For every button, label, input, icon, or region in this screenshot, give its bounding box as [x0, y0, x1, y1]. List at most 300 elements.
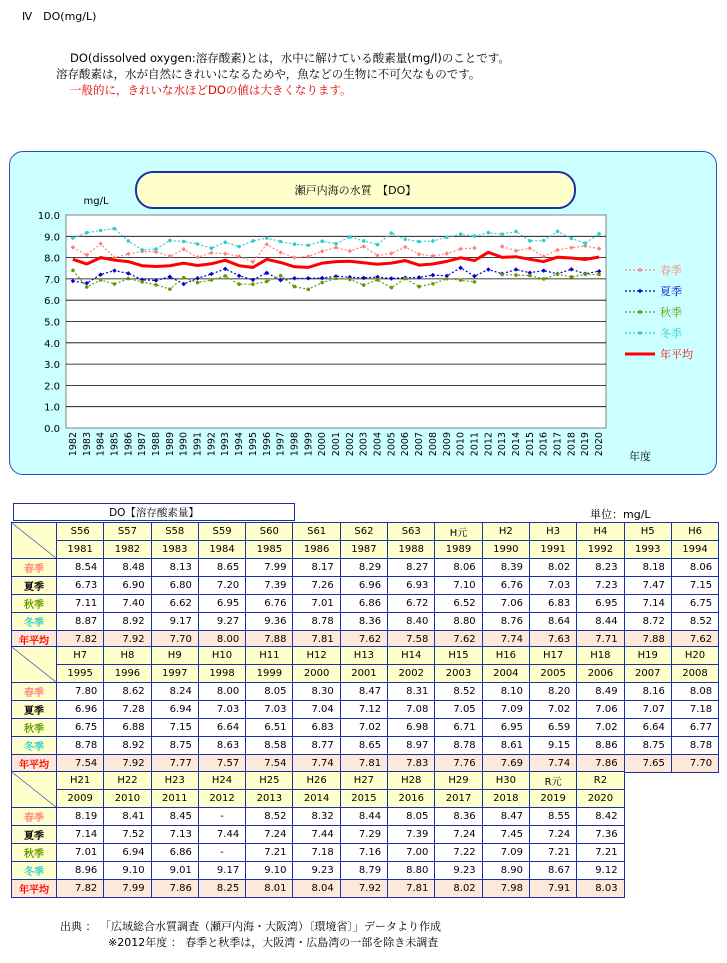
table-cell: 7.54 — [246, 755, 293, 773]
table-cell: 8.80 — [388, 862, 435, 880]
year-header: 1988 — [388, 541, 435, 559]
data-point-autumn — [223, 274, 227, 278]
data-point-winter — [403, 237, 407, 241]
table-cell: 7.52 — [104, 826, 151, 844]
data-point-winter — [71, 236, 75, 240]
table-cell: 7.09 — [482, 701, 529, 719]
table-cell: 8.18 — [624, 559, 671, 577]
year-header: 1987 — [340, 541, 387, 559]
data-point-autumn — [99, 278, 103, 282]
row-label: 夏季 — [12, 701, 57, 719]
year-header: 1989 — [435, 541, 482, 559]
x-tick-label: 1988 — [151, 432, 162, 457]
corner-cell — [12, 772, 57, 808]
data-point-winter — [445, 235, 449, 239]
table-cell: 8.47 — [340, 683, 387, 701]
table-cell: 8.27 — [388, 559, 435, 577]
table-cell: 7.02 — [340, 719, 387, 737]
survey-note: ※2012年度 ： 春季と秋季は，大阪湾・広島湾の一部を除き未調査 — [108, 936, 439, 949]
table-cell: 8.10 — [482, 683, 529, 701]
x-tick-label: 2010 — [455, 432, 467, 457]
x-tick-label: 2006 — [400, 432, 412, 457]
table-cell: 7.03 — [246, 701, 293, 719]
row-label: 春季 — [12, 559, 57, 577]
data-point-winter — [431, 239, 435, 243]
table-cell: 7.88 — [246, 631, 293, 649]
table-cell: 8.75 — [151, 737, 198, 755]
table-cell: - — [198, 808, 245, 826]
table-cell: 8.29 — [340, 559, 387, 577]
table-cell: 8.76 — [482, 613, 529, 631]
table-cell: 7.82 — [57, 631, 104, 649]
data-point-winter — [85, 231, 89, 235]
table-cell: 8.92 — [104, 737, 151, 755]
table-cell: 6.52 — [435, 595, 482, 613]
data-point-winter — [597, 232, 601, 236]
table-cell: 7.02 — [529, 701, 576, 719]
table-cell: 7.74 — [482, 631, 529, 649]
table-cell: 6.94 — [104, 844, 151, 862]
table-title: DO【溶存酸素量】 — [13, 503, 295, 521]
data-point-autumn — [459, 278, 463, 282]
data-point-winter — [583, 242, 587, 246]
year-header: 1986 — [293, 541, 340, 559]
chart-title: 瀬戸内海の水質 【DO】 — [135, 171, 576, 209]
year-header: 2007 — [624, 665, 671, 683]
table-cell: 8.04 — [293, 880, 340, 898]
table-row — [12, 862, 625, 880]
era-header: H22 — [104, 772, 151, 790]
data-point-autumn — [473, 280, 477, 284]
table-cell: 6.96 — [340, 577, 387, 595]
year-header: 1999 — [246, 665, 293, 683]
table-cell: 9.23 — [435, 862, 482, 880]
era-header: H28 — [388, 772, 435, 790]
table-cell: 7.77 — [151, 755, 198, 773]
table-cell: 6.59 — [529, 719, 576, 737]
x-tick-label: 2000 — [317, 432, 329, 457]
table-cell: 6.95 — [482, 719, 529, 737]
data-point-autumn — [528, 274, 532, 278]
table-cell: 7.92 — [104, 755, 151, 773]
table-cell: 7.57 — [198, 755, 245, 773]
x-tick-label: 2001 — [331, 432, 342, 457]
table-cell: 7.14 — [624, 595, 671, 613]
y-tick-label: 6.0 — [44, 296, 60, 308]
corner-cell — [12, 523, 57, 559]
table-cell: 7.86 — [577, 755, 624, 773]
era-header: H4 — [577, 523, 624, 541]
era-header: H26 — [293, 772, 340, 790]
era-header: S60 — [246, 523, 293, 541]
table-cell: 7.54 — [57, 755, 104, 773]
data-point-winter — [542, 239, 546, 243]
table-cell: 6.64 — [198, 719, 245, 737]
year-header: 2000 — [293, 665, 340, 683]
year-header: 2017 — [435, 790, 482, 808]
y-tick-label: 2.0 — [44, 381, 60, 393]
table-cell: 8.64 — [529, 613, 576, 631]
data-point-winter — [417, 240, 421, 244]
data-point-autumn — [542, 277, 546, 281]
row-label: 夏季 — [12, 577, 57, 595]
table-row — [12, 826, 625, 844]
era-header: H13 — [340, 647, 387, 665]
table-cell: 7.65 — [624, 755, 671, 773]
year-header: 1998 — [198, 665, 245, 683]
table-cell: 7.81 — [388, 880, 435, 898]
y-axis-label: mg/L — [83, 196, 109, 207]
table-cell: 7.22 — [435, 844, 482, 862]
year-header: 1982 — [104, 541, 151, 559]
year-header: 2009 — [57, 790, 104, 808]
row-label: 春季 — [12, 683, 57, 701]
year-header: 1993 — [624, 541, 671, 559]
table-cell: 7.12 — [340, 701, 387, 719]
row-label: 秋季 — [12, 595, 57, 613]
table-cell: 7.07 — [624, 701, 671, 719]
era-header: S59 — [198, 523, 245, 541]
intro-line-2: 溶存酸素は，水が自然にきれいになるためや，魚などの生物に不可欠なものです。 — [56, 67, 481, 81]
x-tick-label: 1995 — [247, 432, 259, 457]
table-cell: 7.69 — [482, 755, 529, 773]
year-header: 2013 — [246, 790, 293, 808]
data-point-autumn — [168, 287, 172, 291]
data-point-winter — [196, 242, 200, 246]
source-note: 出典 ： 「広域総合水質調査（瀬戸内海・大阪湾）〔環境省〕」データより作成 — [60, 920, 441, 933]
table-cell: 8.96 — [57, 862, 104, 880]
table-cell: 9.10 — [246, 862, 293, 880]
table-cell: 8.08 — [671, 683, 718, 701]
table-cell: 7.28 — [104, 701, 151, 719]
era-header: H12 — [293, 647, 340, 665]
data-point-autumn — [154, 283, 158, 287]
table-cell: 7.80 — [57, 683, 104, 701]
year-header: 2010 — [104, 790, 151, 808]
data-point-autumn — [583, 273, 587, 277]
table-cell: 7.58 — [388, 631, 435, 649]
table-row — [12, 719, 719, 737]
table-cell: 7.70 — [671, 755, 718, 773]
data-point-winter — [487, 231, 491, 235]
data-point-autumn — [85, 285, 89, 289]
year-header: 1992 — [577, 541, 624, 559]
data-point-winter — [307, 243, 311, 247]
table-cell: 7.70 — [151, 631, 198, 649]
table-cell: 8.97 — [388, 737, 435, 755]
x-tick-label: 1996 — [261, 432, 273, 457]
data-point-autumn — [334, 277, 338, 281]
table-row — [12, 844, 625, 862]
x-tick-label: 2002 — [344, 432, 356, 457]
table-cell: 7.47 — [624, 577, 671, 595]
row-label: 冬季 — [12, 737, 57, 755]
x-tick-label: 2011 — [469, 432, 481, 457]
table-unit: 単位：mg/L — [590, 508, 651, 521]
table-cell: 8.80 — [435, 613, 482, 631]
year-header: 1994 — [671, 541, 718, 559]
table-cell: 7.06 — [577, 701, 624, 719]
x-tick-label: 1993 — [220, 432, 232, 457]
table-cell: 7.86 — [151, 880, 198, 898]
table-cell: 8.39 — [482, 559, 529, 577]
data-point-autumn — [140, 280, 144, 284]
y-tick-label: 4.0 — [44, 338, 60, 350]
era-header: H7 — [57, 647, 104, 665]
table-cell: 7.11 — [57, 595, 104, 613]
table-cell: 8.47 — [482, 808, 529, 826]
era-header: H29 — [435, 772, 482, 790]
table-cell: 8.00 — [198, 631, 245, 649]
table-cell: 7.88 — [624, 631, 671, 649]
table-cell: 8.00 — [198, 683, 245, 701]
row-label: 年平均 — [12, 631, 57, 649]
data-point-autumn — [251, 282, 255, 286]
table-cell: 7.16 — [340, 844, 387, 862]
table-cell: 9.36 — [246, 613, 293, 631]
data-point-winter — [265, 236, 269, 240]
era-header: H元 — [435, 523, 482, 541]
x-tick-label: 2008 — [427, 432, 439, 457]
data-point-winter — [154, 247, 158, 251]
table-cell: 8.49 — [577, 683, 624, 701]
x-tick-label: 1985 — [109, 432, 121, 457]
row-label: 夏季 — [12, 826, 57, 844]
table-cell: 7.15 — [151, 719, 198, 737]
table-cell: 8.78 — [671, 737, 718, 755]
table-cell: 8.62 — [104, 683, 151, 701]
table-cell: 7.76 — [435, 755, 482, 773]
year-header: 1984 — [198, 541, 245, 559]
data-table-block — [11, 522, 719, 649]
corner-cell — [12, 647, 57, 683]
x-tick-label: 2007 — [414, 432, 426, 457]
page-heading: Ⅳ DO(mg/L) — [22, 10, 97, 23]
data-point-winter — [223, 240, 227, 244]
table-cell: 8.23 — [577, 559, 624, 577]
era-header: H20 — [671, 647, 718, 665]
y-tick-label: 3.0 — [44, 360, 60, 372]
table-cell: 7.99 — [104, 880, 151, 898]
legend-marker-summer — [638, 289, 643, 294]
table-cell: 7.21 — [577, 844, 624, 862]
table-cell: - — [198, 844, 245, 862]
data-point-autumn — [293, 285, 297, 289]
data-point-winter — [376, 243, 380, 247]
table-row — [12, 577, 719, 595]
data-point-winter — [570, 237, 574, 241]
table-cell: 7.18 — [671, 701, 718, 719]
data-point-autumn — [237, 282, 241, 286]
y-tick-label: 0.0 — [44, 424, 60, 435]
data-point-winter — [210, 246, 214, 250]
table-cell: 7.14 — [57, 826, 104, 844]
table-row — [12, 613, 719, 631]
row-label: 冬季 — [12, 613, 57, 631]
table-cell: 6.75 — [57, 719, 104, 737]
table-cell: 7.62 — [671, 631, 718, 649]
data-point-winter — [348, 235, 352, 239]
table-cell: 7.23 — [577, 577, 624, 595]
year-header: 1985 — [246, 541, 293, 559]
x-axis-label: 年度 — [629, 450, 651, 463]
year-header: 1996 — [104, 665, 151, 683]
table-cell: 8.45 — [151, 808, 198, 826]
data-point-autumn — [127, 277, 131, 281]
table-cell: 8.61 — [482, 737, 529, 755]
table-cell: 7.39 — [388, 826, 435, 844]
year-header: 2019 — [529, 790, 576, 808]
data-point-autumn — [390, 286, 394, 290]
table-cell: 7.13 — [151, 826, 198, 844]
table-cell: 8.36 — [340, 613, 387, 631]
era-header: H23 — [151, 772, 198, 790]
table-cell: 8.03 — [577, 880, 624, 898]
x-tick-label: 1992 — [206, 432, 218, 457]
table-cell: 8.24 — [151, 683, 198, 701]
era-header: S63 — [388, 523, 435, 541]
table-cell: 7.98 — [482, 880, 529, 898]
x-tick-label: 1994 — [234, 432, 246, 457]
x-tick-label: 1986 — [123, 432, 135, 457]
table-cell: 6.90 — [104, 577, 151, 595]
table-cell: 6.93 — [388, 577, 435, 595]
era-header: H18 — [577, 647, 624, 665]
table-cell: 8.05 — [388, 808, 435, 826]
x-tick-label: 1997 — [275, 432, 287, 457]
table-cell: 8.52 — [671, 613, 718, 631]
table-cell: 7.21 — [246, 844, 293, 862]
table-cell: 7.29 — [340, 826, 387, 844]
data-point-winter — [320, 239, 324, 243]
era-header: H5 — [624, 523, 671, 541]
table-cell: 8.63 — [198, 737, 245, 755]
era-header: H27 — [340, 772, 387, 790]
year-header: 2012 — [198, 790, 245, 808]
data-point-autumn — [362, 283, 366, 287]
data-point-autumn — [348, 278, 352, 282]
table-cell: 9.23 — [293, 862, 340, 880]
table-cell: 9.12 — [577, 862, 624, 880]
table-cell: 7.01 — [293, 595, 340, 613]
era-header: H2 — [482, 523, 529, 541]
table-cell: 9.17 — [151, 613, 198, 631]
x-tick-label: 2016 — [538, 432, 550, 457]
era-header: H9 — [151, 647, 198, 665]
table-cell: 7.24 — [246, 826, 293, 844]
table-cell: 7.04 — [293, 701, 340, 719]
legend-label-winter: 冬季 — [660, 327, 682, 340]
era-header: H3 — [529, 523, 576, 541]
era-header: H10 — [198, 647, 245, 665]
table-cell: 8.06 — [671, 559, 718, 577]
data-point-autumn — [597, 273, 601, 277]
data-point-autumn — [403, 277, 407, 281]
table-cell: 8.86 — [577, 737, 624, 755]
table-cell: 8.32 — [293, 808, 340, 826]
data-point-autumn — [279, 274, 283, 278]
era-header: H16 — [482, 647, 529, 665]
era-header: S58 — [151, 523, 198, 541]
x-tick-label: 1984 — [95, 432, 107, 457]
table-cell: 7.26 — [293, 577, 340, 595]
table-cell: 8.25 — [198, 880, 245, 898]
table-cell: 6.95 — [577, 595, 624, 613]
data-point-winter — [99, 229, 103, 233]
era-header: H15 — [435, 647, 482, 665]
y-tick-label: 8.0 — [44, 253, 60, 265]
table-cell: 8.54 — [57, 559, 104, 577]
era-header: H8 — [104, 647, 151, 665]
y-tick-label: 9.0 — [44, 232, 60, 244]
data-point-winter — [237, 245, 241, 249]
table-cell: 8.13 — [151, 559, 198, 577]
data-point-winter — [390, 231, 394, 235]
data-point-autumn — [514, 273, 518, 277]
table-cell: 7.02 — [577, 719, 624, 737]
table-cell: 8.52 — [246, 808, 293, 826]
era-header: H14 — [388, 647, 435, 665]
year-header: 2005 — [529, 665, 576, 683]
data-point-autumn — [556, 272, 560, 276]
year-header: 2006 — [577, 665, 624, 683]
data-point-autumn — [376, 278, 380, 282]
x-tick-label: 2012 — [483, 432, 495, 457]
legend-label-summer: 夏季 — [660, 285, 682, 298]
legend-marker-spring — [638, 268, 643, 273]
y-tick-label: 1.0 — [44, 402, 60, 414]
table-cell: 7.03 — [198, 701, 245, 719]
data-point-winter — [182, 240, 186, 244]
data-point-winter — [334, 242, 338, 246]
table-row — [12, 595, 719, 613]
year-header: 2016 — [388, 790, 435, 808]
x-tick-label: 2003 — [358, 432, 370, 457]
table-cell: 8.16 — [624, 683, 671, 701]
data-point-winter — [251, 239, 255, 243]
x-tick-label: 1991 — [192, 432, 204, 457]
table-cell: 6.83 — [293, 719, 340, 737]
table-cell: 7.62 — [435, 631, 482, 649]
table-cell: 7.45 — [482, 826, 529, 844]
table-cell: 9.27 — [198, 613, 245, 631]
x-tick-label: 1999 — [303, 432, 315, 457]
table-cell: 8.20 — [529, 683, 576, 701]
year-header: 1991 — [529, 541, 576, 559]
table-cell: 7.03 — [529, 577, 576, 595]
table-cell: 8.31 — [388, 683, 435, 701]
row-label: 春季 — [12, 808, 57, 826]
table-cell: 8.78 — [57, 737, 104, 755]
table-cell: 6.71 — [435, 719, 482, 737]
data-point-winter — [556, 230, 560, 234]
data-point-autumn — [500, 273, 504, 277]
table-cell: 6.73 — [57, 577, 104, 595]
data-point-autumn — [265, 280, 269, 284]
table-cell: 6.88 — [104, 719, 151, 737]
era-header: H19 — [624, 647, 671, 665]
table-cell: 9.15 — [529, 737, 576, 755]
x-tick-label: 2015 — [524, 432, 536, 457]
row-label: 年平均 — [12, 880, 57, 898]
table-cell: 8.65 — [340, 737, 387, 755]
year-header: 1981 — [57, 541, 104, 559]
table-row — [12, 683, 719, 701]
data-point-autumn — [210, 278, 214, 282]
table-row — [12, 880, 625, 898]
year-header: 2018 — [482, 790, 529, 808]
data-point-autumn — [307, 288, 311, 292]
